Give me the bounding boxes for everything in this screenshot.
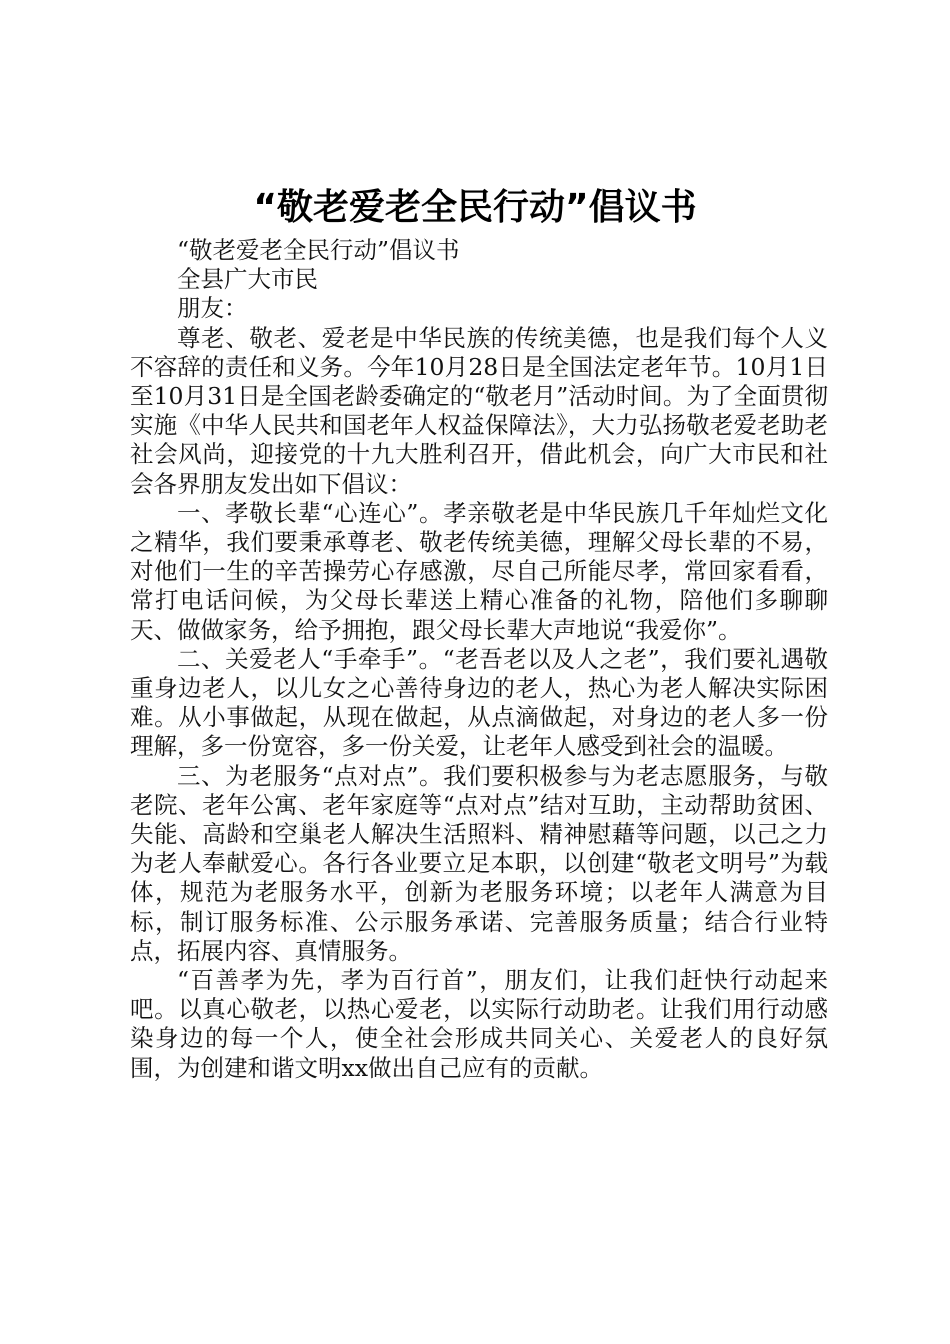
document-body	[130, 236, 828, 1083]
addressee-line: 全县广大市民	[177, 265, 318, 294]
salutation-line: 朋友：	[177, 294, 248, 323]
proposal-one-paragraph: 一、孝敬长辈“心连心”。孝亲敬老是中华民族几千年灿烂文化之精华，我们要秉承尊老、敬老传统美德，理解父母长辈的不易，对他们一生的辛苦操劳心存感激，尽自己所能尽孝，常回家看看，常打电话问候，为父母长辈送上精心准备的礼物，陪他们多聊聊天、做做家务，给予拥抱，跟父母长辈大声地说“我爱你”。	[130, 498, 828, 644]
proposal-three-paragraph: 三、为老服务“点对点”。我们要积极参与为老志愿服务，与敬老院、老年公寓、老年家庭等“点对点”结对互助，主动帮助贫困、失能、高龄和空巢老人解决生活照料、精神慰藉等问题，以己之力为老人奉献爱心。各行各业要立足本职，以创建“敬老文明号”为载体，规范为老服务水平，创新为老服务环境；以老年人满意为目标，制订服务标准、公示服务承诺、完善服务质量；结合行业特点，拓展内容、真情服务。	[130, 761, 828, 965]
intro-paragraph: 尊老、敬老、爱老是中华民族的传统美德，也是我们每个人义不容辞的责任和义务。今年10月28日是全国法定老年节。10月1日至10月31日是全国老龄委确定的“敬老月”活动时间。为了全面贯彻实施《中华人民共和国老年人权益保障法》，大力弘扬敬老爱老助老社会风尚，迎接党的十九大胜利召开，借此机会，向广大市民和社会各界朋友发出如下倡议：	[130, 323, 828, 498]
document-title: “敬老爱老全民行动”倡议书	[253, 187, 697, 228]
proposal-two-paragraph: 二、关爱老人“手牵手”。“老吾老以及人之老”，我们要礼遇敬重身边老人，以儿女之心善待身边的老人，热心为老人解决实际困难。从小事做起，从现在做起，从点滴做起，对身边的老人多一份理解，多一份宽容，多一份关爱，让老年人感受到社会的温暖。	[130, 644, 828, 761]
closing-paragraph: “百善孝为先，孝为百行首”，朋友们，让我们赶快行动起来吧。以真心敬老，以热心爱老，以实际行动助老。让我们用行动感染身边的每一个人，使全社会形成共同关心、关爱老人的良好氛围，为创建和谐文明xx做出自己应有的贡献。	[130, 966, 828, 1082]
subtitle-line: “敬老爱老全民行动”倡议书	[177, 236, 460, 264]
